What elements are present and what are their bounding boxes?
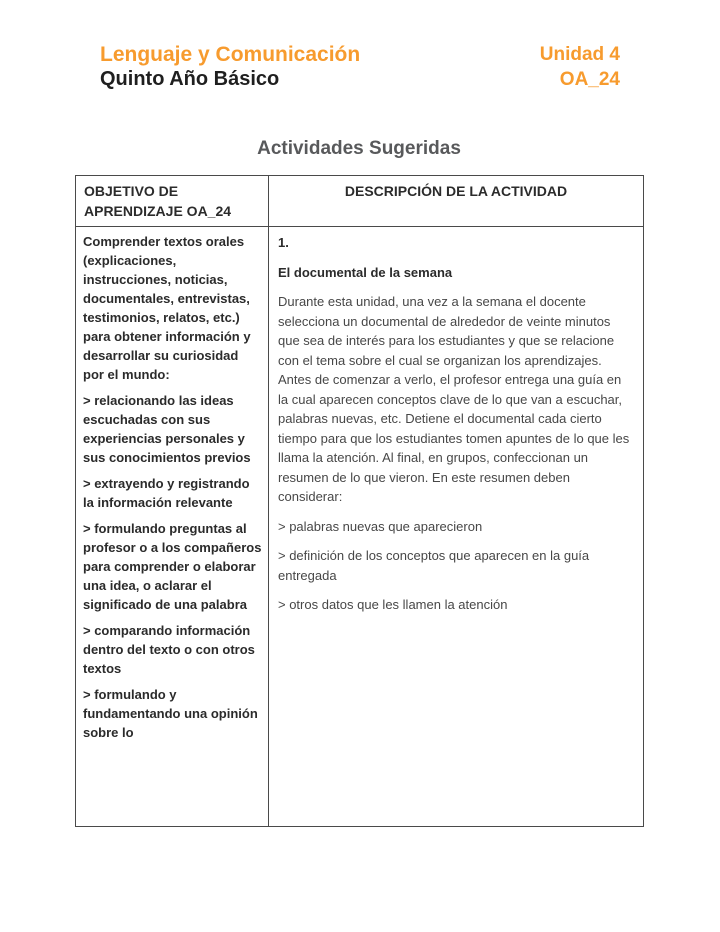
- table-header-row: [76, 176, 644, 227]
- activity-number: 1.: [278, 235, 289, 250]
- activity-column-header: DESCRIPCIÓN DE LA ACTIVIDAD: [269, 176, 644, 227]
- header-right-block: [540, 42, 620, 92]
- oa-code-label: OA_24: [559, 69, 620, 90]
- activity-bullet: > otros datos que les llamen la atención: [278, 597, 508, 612]
- unit-label: Unidad 4: [539, 44, 620, 65]
- activity-content: [269, 227, 643, 824]
- page-title: Actividades Sugeridas: [257, 138, 461, 159]
- objective-cell: [76, 227, 269, 827]
- table-body-row: [76, 227, 644, 827]
- activity-title: El documental de la semana: [278, 264, 453, 280]
- header-left-block: [100, 42, 360, 91]
- activities-table: [75, 175, 644, 827]
- activity-bullet: > palabras nuevas que aparecieron: [278, 518, 483, 534]
- objective-bullet: > extrayendo y registrando la información relevante: [83, 476, 250, 510]
- objective-bullet: > formulando preguntas al profesor o a los compañeros para comprender o elaborar una idea, o aclarar el significado de una palabra: [83, 521, 262, 612]
- objective-content: [76, 227, 268, 824]
- document-header: [100, 42, 620, 92]
- objective-intro: Comprender textos orales (explicaciones, instrucciones, noticias, documentales, entrevistas, testimonios, relatos, etc.) para obtener información y desarrollar su curiosidad por el mundo:: [83, 234, 251, 382]
- objective-column-header: OBJETIVO DE APRENDIZAJE OA_24: [76, 176, 269, 227]
- activity-bullet: > definición de los conceptos que aparecen en la guía entregada: [278, 548, 590, 583]
- activity-body: Durante esta unidad, una vez a la semana el docente selecciona un documental de alrededor de veinte minutos que sea de interés para los estudiantes y que se relacione con el tema sobre el cual se organizan los aprendizajes. Antes de comenzar a verlo, el profesor entrega una guía en la cual aparecen conceptos clave de lo que van a escuchar, palabras nuevas, etc. Detiene el documental cada cierto tiempo para que los estudiantes tomen apuntes de lo que les llama la atención. Al final, en grupos, confeccionan un resumen de lo que vieron. En este resumen deben considerar:: [278, 294, 630, 504]
- objective-bullet: > relacionando las ideas escuchadas con sus experiencias personales y sus conocimientos previos: [83, 393, 251, 465]
- grade-title: Quinto Año Básico: [100, 68, 280, 90]
- objective-bullet: > formulando y fundamentando una opinión sobre lo: [83, 687, 258, 740]
- activity-cell: [269, 227, 644, 827]
- subject-title: Lenguaje y Comunicación: [100, 43, 361, 66]
- objective-bullet: > comparando información dentro del texto o con otros textos: [83, 623, 255, 676]
